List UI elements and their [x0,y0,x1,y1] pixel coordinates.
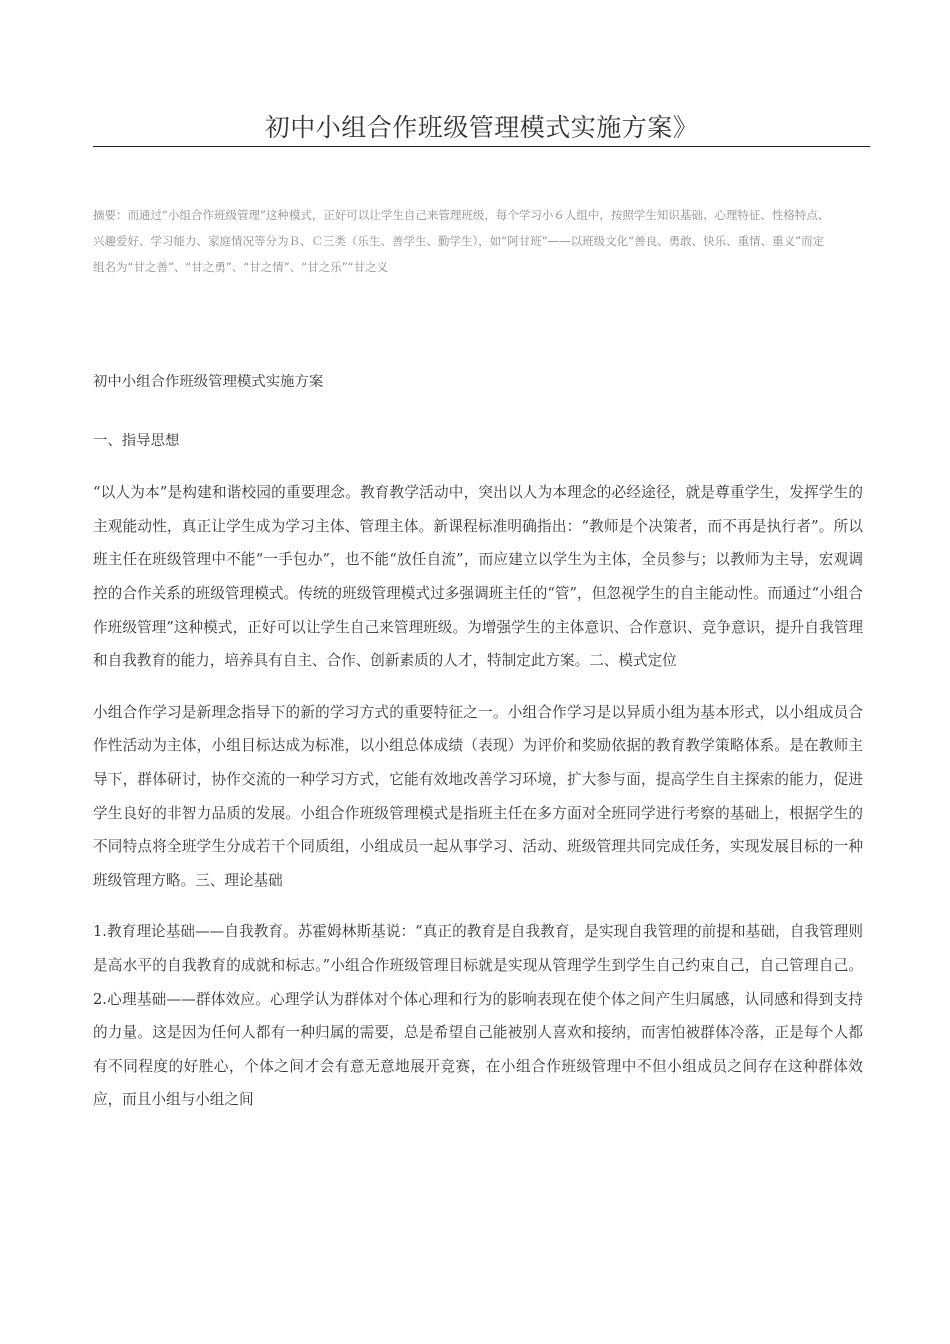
title-block [93,110,870,147]
document-subtitle: 初中小组合作班级管理模式实施方案 [93,374,324,390]
body-paragraph: 小组合作学习是新理念指导下的新的学习方式的重要特征之一。小组合作学习是以异质小组为基本形式，以小组成员合作性活动为主体，小组目标达成为标准，以小组总体成绩（表现）为评价和奖励依据的教育教学策略体系。是在教师主导下，群体研讨，协作交流的一种学习方式，它能有效地改善学习环境，扩大参与面，提高学生自主探索的能力，促进学生良好的非智力品质的发展。小组合作班级管理模式是指班主任在多方面对全班同学进行考察的基础上，根据学生的不同特点将全班学生分成若干个同质组，小组成员一起从事学习、活动、班级管理共同完成任务，实现发展目标的一种班级管理方略。三、理论基础 [93,703,863,889]
document-title: 初中小组合作班级管理模式实施方案》 [264,113,699,142]
document-body [93,366,863,1135]
body-paragraph: “以人为本”是构建和谐校园的重要理念。教育教学活动中，突出以人为本理念的必经途径，就是尊重学生，发挥学生的主观能动性，真正让学生成为学习主体、管理主体。新课程标准明确指出：“教师是个决策者，而不再是执行者”。所以班主任在班级管理中不能“一手包办”，也不能“放任自流”，而应建立以学生为主体，全员参与；以教师为主导，宏观调控的合作关系的班级管理模式。传统的班级管理模式过多强调班主任的“管”，但忽视学生的自主能动性。而通过“小组合作班级管理”这种模式，正好可以让学生自己来管理班级。为增强学生的主体意识、合作意识、竞争意识，提升自我管理和自我教育的能力，培养具有自主、合作、创新素质的人才，特制定此方案。二、模式定位 [93,484,863,670]
abstract-text: 摘要：而通过“小组合作班级管理”这种模式，正好可以让学生自己来管理班级，每个学习小６人组中，按照学生知识基础、心理特征、性格特点、兴趣爱好、学习能力、家庭情况等分为Ｂ、Ｃ三类（乐生、善学生、勤学生），如“阿甘班”——以班级文化“善良、勇敢、快乐、重情、重义”而定组名为“甘之善”、“甘之勇”、“甘之情”、“甘之乐”“甘之义 [93,208,830,274]
section-heading: 一、指导思想 [93,432,180,449]
body-paragraph: 1.教育理论基础——自我教育。苏霍姆林斯基说：“真正的教育是自我教育，是实现自我管理的前提和基础，自我管理则是高水平的自我教育的成就和标志。”小组合作班级管理目标就是实现从管理学生到学生自己约束自己，自己管理自己。2.心理基础——群体效应。心理学认为群体对个体心理和行为的影响表现在使个体之间产生归属感，认同感和得到支持的力量。这是因为任何人都有一种归属的需要，总是希望自己能被别人喜欢和接纳，而害怕被群体冷落，正是每个人都有不同程度的好胜心，个体之间才会有意无意地展开竞赛，在小组合作班级管理中不但小组成员之间存在这种群体效应，而且小组与小组之间 [93,923,863,1109]
